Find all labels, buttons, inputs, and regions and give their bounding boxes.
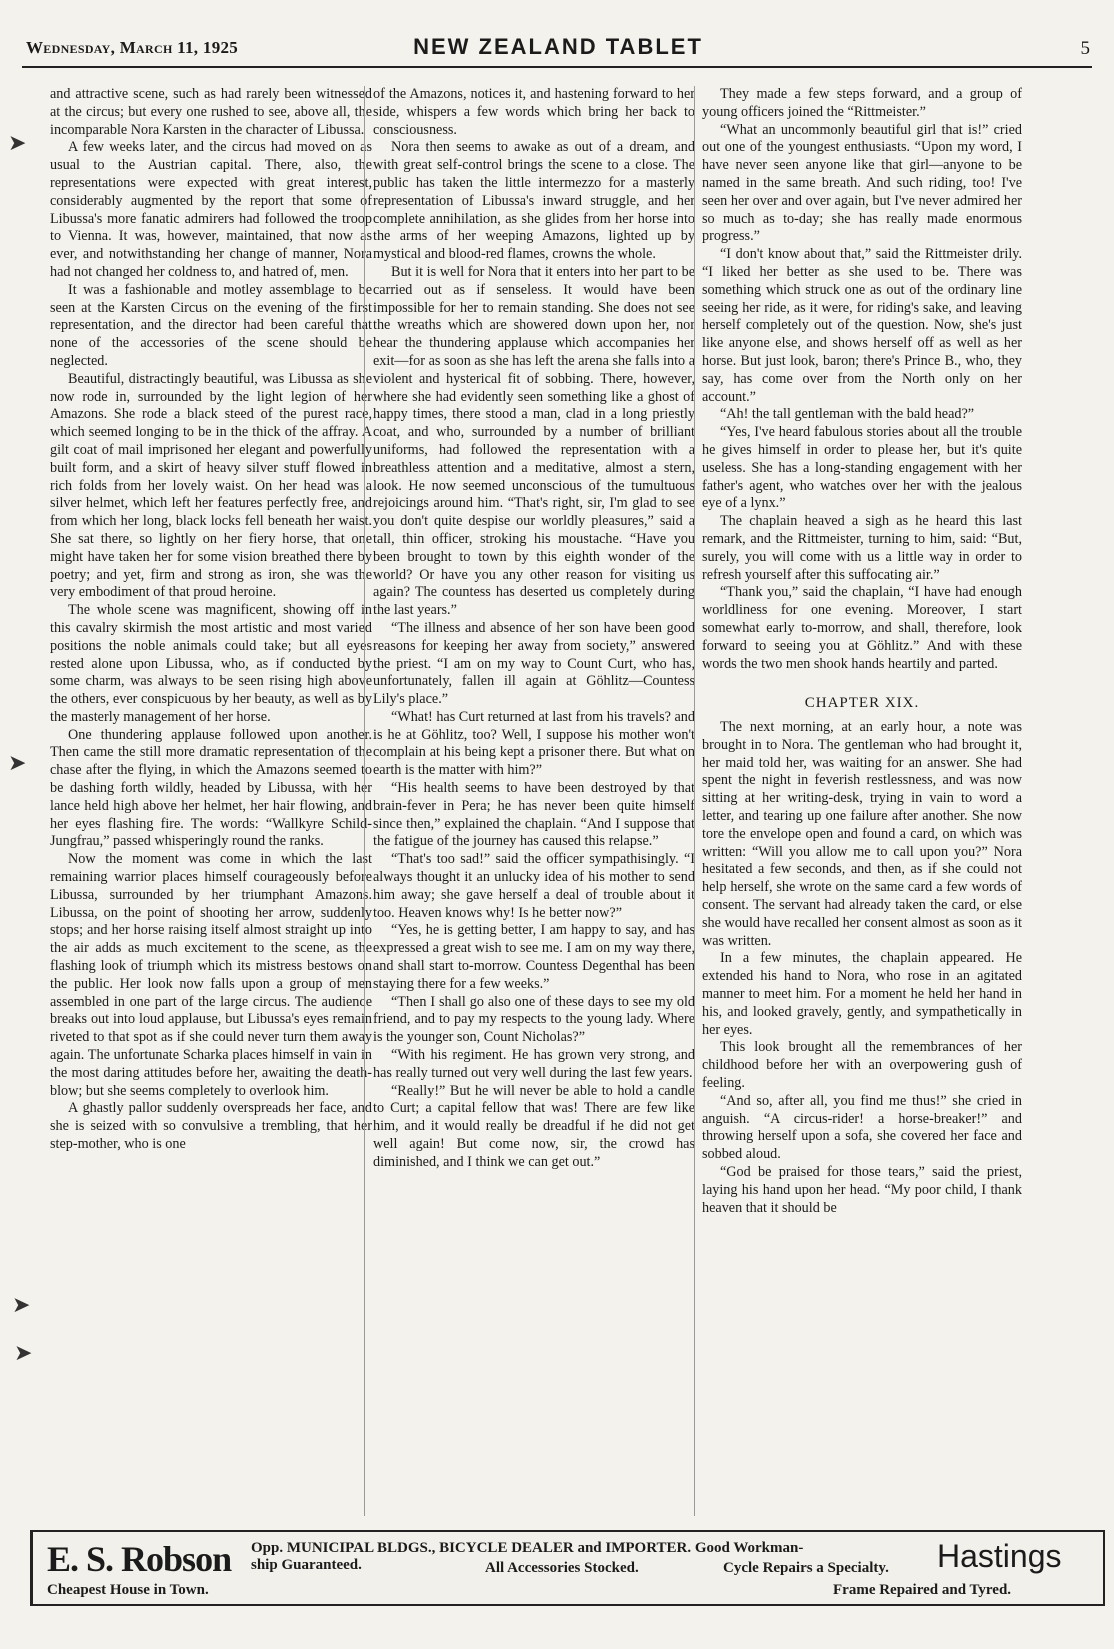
margin-arrow-icon: ➤: [8, 130, 27, 155]
paragraph: “Yes, I've heard fabulous stories about all the trouble he gives himself in order to please her, but it's quite useless. She has a long-standing engagement with her father's agent, who watches over her with the jealous eye of a lynx.”: [702, 424, 1022, 512]
paragraph: It was a fashionable and motley assemblage to be seen at the Karsten Circus on the evening of the first representation, and the director had been careful that none of the accessories of the scene should be neglected.: [50, 281, 372, 369]
paragraph: The whole scene was magnificent, showing off in this cavalry skirmish the most artistic and most varied positions the noble animals could take; but all eyes rested alone upon Libussa, who, as if conducted by some charm, was always to be seen rising high above the others, ever conspicuous by her beauty, as well as by the masterly management of her horse.: [50, 602, 372, 725]
ad-firm-name: E. S. Robson: [47, 1539, 232, 1579]
paragraph: “Really!” But he will never be able to hold a candle to Curt; a capital fellow that was! There are few like him, and it would really be dreadful if he did not get well again! But come now, sir, the crowd has diminished, and I think we can get out.”: [373, 1082, 695, 1170]
column-3: [702, 86, 1022, 1516]
margin-arrow-icon: ➤: [14, 1340, 33, 1365]
paragraph: “Then I shall go also one of these days to see my old friend, and to pay my respects to the young lady. Where is the younger son, Count Nicholas?”: [373, 993, 695, 1046]
paragraph: A few weeks later, and the circus had moved on as usual to the Austrian capital. There, also, the representations were expected with great interest, considerably augmented by the report that some of Libussa's more fanatic admirers had followed the troop to Vienna. It was, however, maintained, that now as ever, and notwithstanding her change of manner, Nora had not changed her coldness to, and hatred of, men.: [50, 139, 372, 280]
ad-town: Hastings: [937, 1538, 1062, 1574]
advertisement-box: [30, 1530, 1105, 1606]
paragraph: “With his regiment. He has grown very strong, and has really turned out very well during the last few years.: [373, 1047, 695, 1081]
ad-cycle-repairs: Cycle Repairs a Specialty.: [723, 1560, 889, 1576]
paragraph: “What an uncommonly beautiful girl that is!” cried out one of the youngest enthusiasts. “Upon my word, I have never seen anyone like that girl—anyone to be named in the same breath. And such riding, too! I've seen her over and over again, but I've never admired her so much as to-day; she has really made enormous progress.”: [702, 121, 1022, 245]
newspaper-title: NEW ZEALAND TABLET: [413, 34, 703, 59]
paragraph: “What! has Curt returned at last from his travels? and is he at Göhlitz, too? Well, I suppose his mother won't complain at his being kept a prisoner there. But what on earth is the matter with him?”: [373, 708, 695, 779]
margin-arrow-icon: ➤: [12, 1292, 31, 1317]
paragraph: “Yes, he is getting better, I am happy to say, and has expressed a great wish to see me. I am on my way there, and shall start to-morrow. Countess Degenthal has been staying there for a few weeks.”: [373, 922, 695, 992]
paragraph: They made a few steps forward, and a group of young officers joined the “Rittmeister.”: [702, 86, 1022, 120]
column-rule: [364, 86, 365, 1516]
ad-accessories: All Accessories Stocked.: [485, 1560, 639, 1576]
paragraph: One thundering applause followed upon another. Then came the still more dramatic representation of the chase after the flying, in which the Amazons seemed to be dashing forth wildly, headed by Libussa, with her lance held high above her helmet, her hair flowing, and her eyes flashing fire. The words: “Wallkyre Schild-Jungfrau,” passed whisperingly round the ranks.: [50, 726, 372, 850]
ad-slogan: Cheapest House in Town.: [47, 1582, 209, 1598]
issue-date: Wednesday, March 11, 1925: [26, 38, 239, 57]
paragraph: But it is well for Nora that it enters into her part to be carried out as if senseless. It would have been impossible for her to remain standing. She does not see the wreaths which are showered down upon her, nor hear the thundering applause which accompanies her exit—for as soon as she has left the arena she falls into a violent and hysterical fit of sobbing. There, however, where she had evidently seen something like a ghost of happy times, there stood a man, clad in a long priestly coat, and who, surrounded by a number of brilliant uniforms, had followed the representation with a breathless attention and a meditative, almost a stern, look. He now seemed unconscious of the tumultuous rejoicings around him. “That's right, sir, I'm glad to see you don't quite despise our worldly pleasures,” said a tall, thin officer, stroking his moustache. “Have you been brought to town by this eighth wonder of the world? Or have you any other reason for visiting us again? The countess has deserted us completely during the last years.”: [373, 263, 695, 619]
paragraph: Now the moment was come in which the last remaining warrior places himself courageously before Libussa, surrounded by her triumphant Amazons. Libussa, on the point of shooting her arrow, suddenly stops; and her horse raising itself almost straight up into the air adds as much excitement to the scene, as the flashing look of triumph which its mistress bestows on the public. Her look now falls upon a group of men assembled in one part of the large circus. The audience breaks out into loud applause, but Libussa's eyes remain riveted to that spot as if she could never turn them away again. The unfortunate Scharka places himself in vain in the most daring attitudes before her, awaiting the death-blow; but she seems completely to overlook him.: [50, 851, 372, 1099]
paragraph: A ghastly pallor suddenly overspreads her face, and she is seized with so convulsive a trembling, that her step-mother, who is one: [50, 1100, 372, 1153]
margin-arrow-icon: ➤: [8, 750, 27, 775]
ad-description-line: Opp. MUNICIPAL BLDGS., BICYCLE DEALER and IMPORTER. Good Workman-: [251, 1540, 804, 1556]
paragraph: In a few minutes, the chaplain appeared. He extended his hand to Nora, who rose in an agitated manner to meet him. For a moment he held her hand in his, and looked gravely, gently, and sympathetically in her eyes.: [702, 950, 1022, 1038]
paragraph: “I don't know about that,” said the Rittmeister drily. “I liked her better as she used to be. There was something which struck one as out of the ordinary line seeing her ride, as it were, for riding's sake, and leaving herself completely out of the question. Now, she's just like anyone else, and shows herself off as well as her horse. But just look, baron; there's Prince B., who, they say, has come over from the North only on her account.”: [702, 246, 1022, 405]
page-header: [22, 34, 1094, 64]
ad-frame-repairs: Frame Repaired and Tyred.: [833, 1582, 1012, 1598]
header-rule: [22, 66, 1092, 68]
paragraph: of the Amazons, notices it, and hastening forward to her side, whispers a few words which bring her back to consciousness.: [373, 86, 695, 138]
paragraph: and attractive scene, such as had rarely been witnessed at the circus; but every one rushed to see, above all, the incomparable Nora Karsten in the character of Libussa.: [50, 86, 372, 138]
paragraph: Nora then seems to awake as out of a dream, and with great self-control brings the scene to a close. The public has taken the little intermezzo for a masterly representation of Libussa's inward struggle, and her complete annihilation, as she glides from her horse into the arms of her weeping Amazons, lighted up by mystical and blood-red flames, crowns the whole.: [373, 139, 695, 263]
paragraph: “And so, after all, you find me thus!” she cried in anguish. “A circus-rider! a horse-breaker!” and throwing herself upon a sofa, she covered her face and sobbed aloud.: [702, 1092, 1022, 1163]
paragraph: “Ah! the tall gentleman with the bald head?”: [720, 406, 975, 423]
paragraph: “The illness and absence of her son have been good reasons for keeping her away from society,” answered the priest. “I am on my way to Count Curt, who has, unfortunately, fallen ill again at Göhlitz—Countess Lily's place.”: [373, 619, 695, 708]
paragraph: “God be praised for those tears,” said the priest, laying his hand upon her head. “My poor child, I thank heaven that it should be: [702, 1164, 1022, 1216]
column-rule: [694, 86, 695, 1516]
paragraph: “Thank you,” said the chaplain, “I have had enough worldliness for one evening. Moreover, I start somewhat early to-morrow, and shall, therefore, look forward to seeing you at Göhlitz.” And with these words the two men shook hands heartily and parted.: [702, 584, 1022, 672]
paragraph: The next morning, at an early hour, a note was brought in to Nora. The gentleman who had brought it, her maid told her, was waiting for an answer. She had spent the night in feverish restlessness, and was now sitting at her writing-desk, trying in vain to word a letter, and tearing up one failure after another. She now tore the envelope open and found a card, on which was written: “Will you allow me to call upon you?” Nora hesitated a few seconds, and then, as if she could not help herself, she wrote on the same card a few words of consent. The servant had already taken the card, or else she would have recalled her consent almost as soon as it was written.: [702, 719, 1022, 949]
paragraph: “That's too sad!” said the officer sympathisingly. “I always thought it an unlucky idea of his mother to send him away; she gave herself a deal of trouble about it too. Heaven knows why! Is he better now?”: [373, 851, 695, 921]
column-1: [50, 86, 372, 1516]
paragraph: The chaplain heaved a sigh as he heard this last remark, and the Rittmeister, turning to him, said: “But, surely, you will come with us a little way in order to refresh yourself after this suffocating air.”: [702, 513, 1022, 583]
paragraph: This look brought all the remembrances of her childhood before her with an overpowering gush of feeling.: [702, 1039, 1022, 1092]
page-number: 5: [1080, 38, 1090, 59]
column-2: [373, 86, 695, 1516]
ad-description-line: ship Guaranteed.: [251, 1557, 362, 1573]
paragraph: Beautiful, distractingly beautiful, was Libussa as she now rode in, surrounded by the light legion of her Amazons. She rode a black steed of the purest race, which seemed longing to be in the thick of the affray. A gilt coat of mail imprisoned her elegant and powerfully built form, and a skirt of heavy silver stuff flowed in rich folds from her lovely waist. On her head was a silver helmet, which left her features perfectly free, and from which her long, black locks fell beneath her waist. She sat there, so lightly on her fiery horse, that one might have taken her for some vision breathed there by poetry; and yet, firm and strong as iron, she was the very embodiment of that proud heroine.: [50, 370, 372, 601]
chapter-heading: CHAPTER XIX.: [804, 695, 920, 712]
paragraph: “His health seems to have been destroyed by that brain-fever in Pera; he has never been quite himself since then,” explained the chaplain. “And I suppose that the fatigue of the journey has caused this relapse.”: [373, 780, 695, 850]
